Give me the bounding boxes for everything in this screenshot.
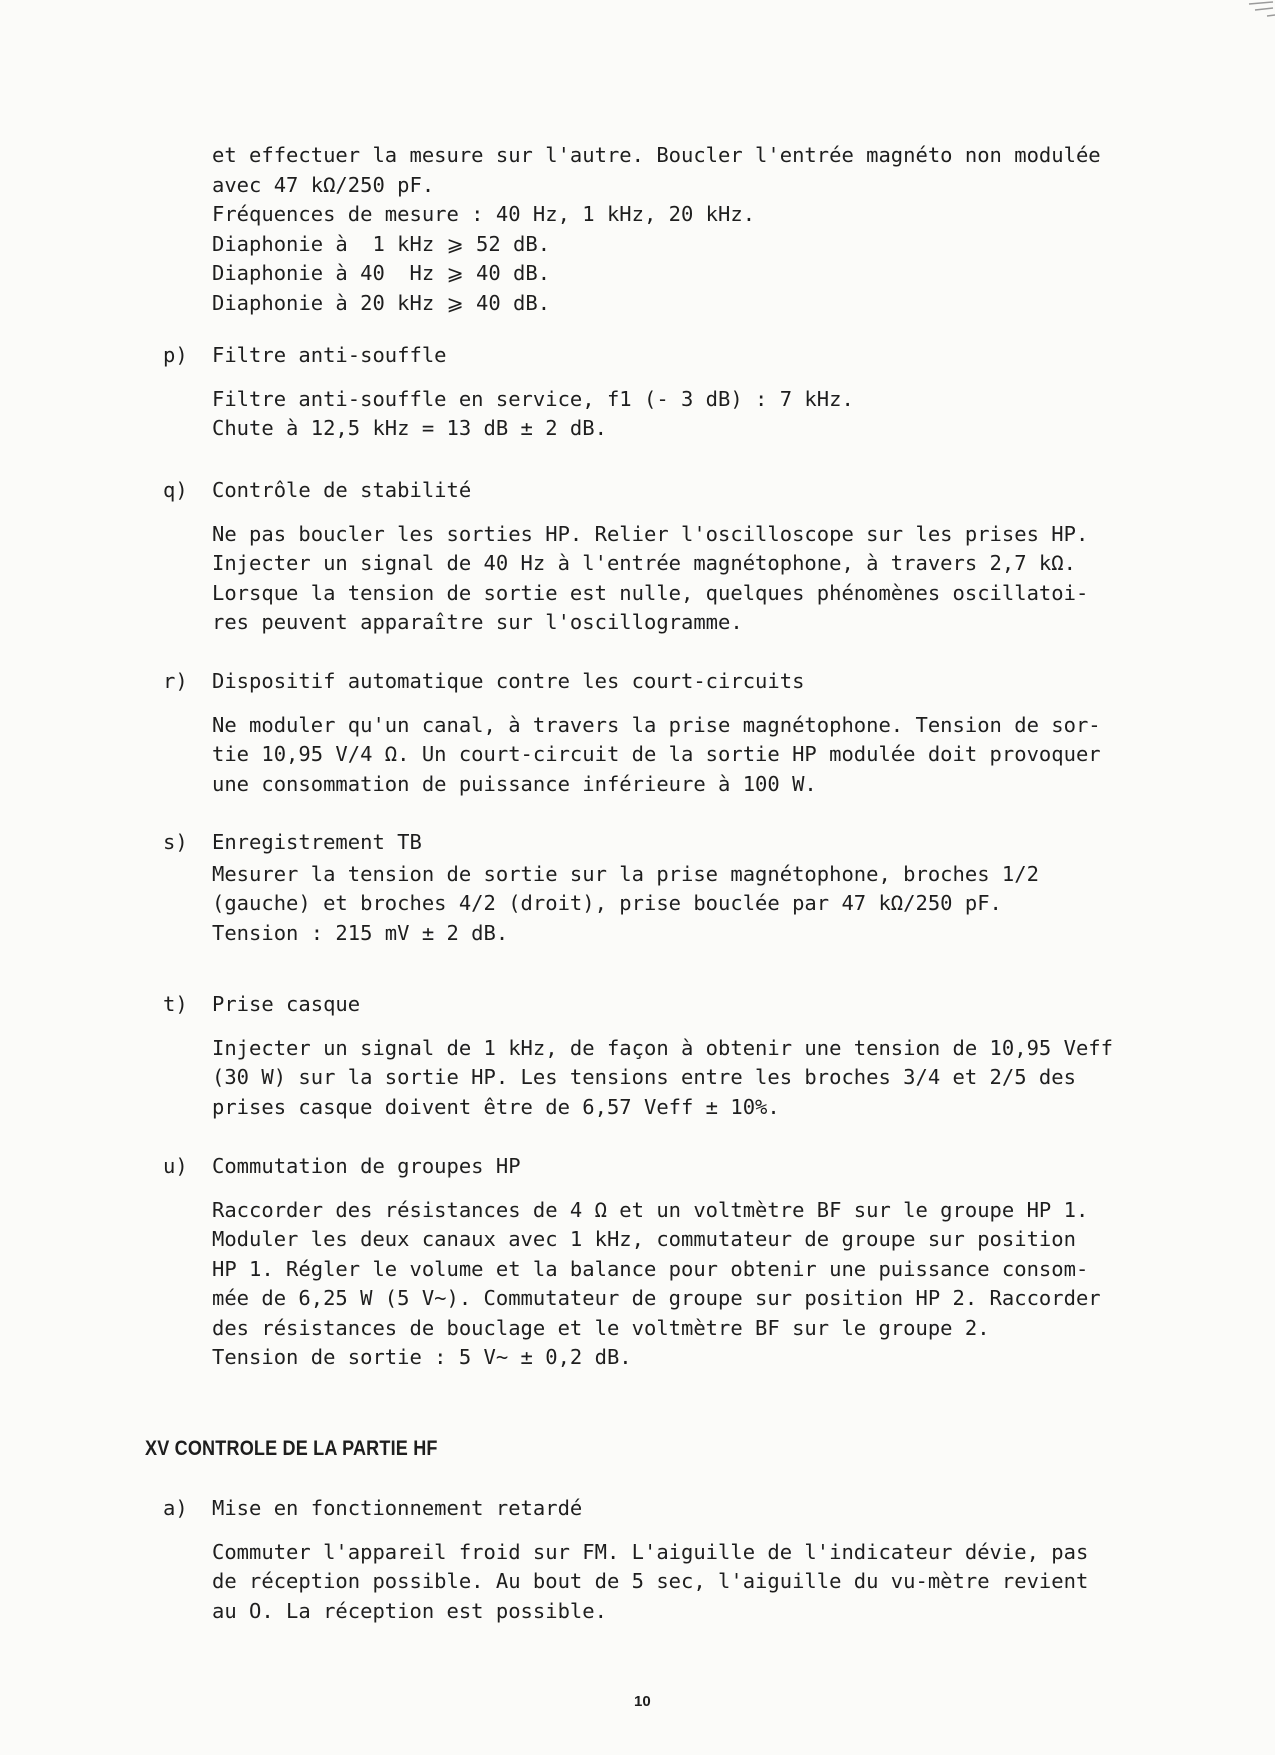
section-letter: t)	[163, 992, 188, 1016]
section-line: Ne pas boucler les sorties HP. Relier l'oscilloscope sur les prises HP.	[212, 521, 1089, 546]
section-line: Tension : 215 mV ± 2 dB.	[212, 920, 509, 945]
section-title: Mise en fonctionnement retardé	[212, 1496, 583, 1520]
section-letter: p)	[163, 343, 188, 367]
section-line: Mesurer la tension de sortie sur la prise magnétophone, broches 1/2	[212, 861, 1039, 886]
section-letter: u)	[163, 1154, 188, 1178]
intro-paragraph	[212, 141, 1101, 318]
section-title: Commutation de groupes HP	[212, 1154, 521, 1178]
section-title: Prise casque	[212, 992, 361, 1016]
intro-line: Diaphonie à 1 kHz ⩾ 52 dB.	[212, 231, 551, 256]
section-line: prises casque doivent être de 6,57 Veff ± 10%.	[212, 1094, 780, 1119]
page-number: 10	[634, 1693, 651, 1710]
section-line: Filtre anti-souffle en service, f1 (- 3 dB) : 7 kHz.	[212, 386, 854, 411]
intro-line: Diaphonie à 40 Hz ⩾ 40 dB.	[212, 261, 551, 285]
chapter-heading: XV CONTROLE DE LA PARTIE HF	[145, 1437, 438, 1460]
section-title: Filtre anti-souffle	[212, 343, 447, 367]
intro-line: Fréquences de mesure : 40 Hz, 1 kHz, 20 kHz.	[212, 202, 756, 226]
intro-line: avec 47 kΩ/250 pF.	[212, 172, 435, 197]
section-line: Chute à 12,5 kHz = 13 dB ± 2 dB.	[212, 416, 607, 440]
section-hf-a	[163, 1494, 1088, 1626]
section-line: Injecter un signal de 1 kHz, de façon à obtenir une tension de 10,95 Veff	[212, 1035, 1113, 1060]
section-line: Ne moduler qu'un canal, à travers la prise magnétophone. Tension de sor-	[212, 712, 1101, 737]
section-p	[163, 341, 854, 444]
section-u	[163, 1152, 1101, 1373]
section-line: une consommation de puissance inférieure à 100 W.	[212, 771, 817, 796]
section-line: Injecter un signal de 40 Hz à l'entrée magnétophone, à travers 2,7 kΩ.	[212, 551, 1076, 575]
section-line: Raccorder des résistances de 4 Ω et un voltmètre BF sur le groupe HP 1.	[212, 1197, 1089, 1222]
section-line: Tension de sortie : 5 V~ ± 0,2 dB.	[212, 1345, 632, 1369]
section-title: Dispositif automatique contre les court-circuits	[212, 669, 805, 693]
intro-line: et effectuer la mesure sur l'autre. Boucler l'entrée magnéto non modulée	[212, 143, 1101, 167]
section-line: au O. La réception est possible.	[212, 1598, 607, 1623]
section-r	[163, 667, 1101, 799]
page-corner-mark	[1215, 0, 1275, 30]
section-q	[163, 476, 1088, 638]
section-letter: s)	[163, 830, 188, 854]
section-s	[163, 828, 1039, 948]
section-title: Enregistrement TB	[212, 830, 422, 854]
section-line: res peuvent apparaître sur l'oscillogramme.	[212, 610, 743, 634]
section-letter: a)	[163, 1496, 188, 1520]
section-title: Contrôle de stabilité	[212, 478, 472, 502]
section-line: des résistances de bouclage et le voltmètre BF sur le groupe 2.	[212, 1315, 990, 1340]
intro-line: Diaphonie à 20 kHz ⩾ 40 dB.	[212, 290, 551, 315]
section-line: Commuter l'appareil froid sur FM. L'aiguille de l'indicateur dévie, pas	[212, 1539, 1089, 1564]
section-line: Lorsque la tension de sortie est nulle, quelques phénomènes oscillatoi-	[212, 580, 1089, 605]
section-line: Moduler les deux canaux avec 1 kHz, commutateur de groupe sur position	[212, 1227, 1076, 1251]
section-letter: q)	[163, 478, 188, 502]
section-line: tie 10,95 V/4 Ω. Un court-circuit de la sortie HP modulée doit provoquer	[212, 742, 1101, 766]
section-t	[163, 990, 1113, 1122]
section-line: mée de 6,25 W (5 V~). Commutateur de groupe sur position HP 2. Raccorder	[212, 1286, 1101, 1310]
section-line: de réception possible. Au bout de 5 sec, l'aiguille du vu-mètre revient	[212, 1569, 1089, 1593]
section-line: (30 W) sur la sortie HP. Les tensions entre les broches 3/4 et 2/5 des	[212, 1065, 1076, 1089]
section-line: (gauche) et broches 4/2 (droit), prise bouclée par 47 kΩ/250 pF.	[212, 891, 1002, 915]
section-letter: r)	[163, 669, 188, 693]
section-line: HP 1. Régler le volume et la balance pour obtenir une puissance consom-	[212, 1256, 1089, 1281]
